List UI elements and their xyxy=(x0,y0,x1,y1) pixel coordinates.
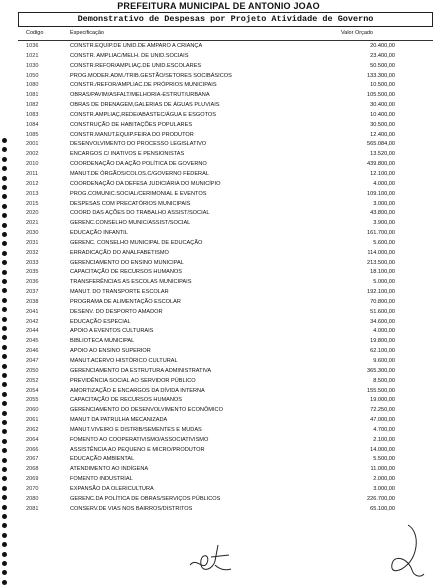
row-description: GERENC.DA POLÍTICA DE OBRAS/SERVIÇOS PÚBLICOS xyxy=(70,495,221,502)
row-code: 2012 xyxy=(26,180,39,187)
row-value: 5.600,00 xyxy=(373,239,395,246)
table-row xyxy=(18,170,433,180)
table-row xyxy=(18,249,433,259)
binder-hole xyxy=(2,411,7,416)
row-value: 439.800,00 xyxy=(367,161,395,168)
row-description: MANUT DA PATRULHA MECANIZADA xyxy=(70,417,168,424)
row-code: 2001 xyxy=(26,141,39,148)
row-code: 2031 xyxy=(26,239,39,246)
row-description: CONSTR.MANUT.EQUIP.FEIRA DO PRODUTOR xyxy=(70,131,194,138)
binder-hole xyxy=(2,204,7,209)
row-description: DESPESAS COM PRECATÓRIOS MUNICIPAIS xyxy=(70,200,191,207)
binder-holes xyxy=(2,0,10,580)
row-code: 2055 xyxy=(26,397,39,404)
row-description: MANUT. DO TRANSPORTE ESCOLAR xyxy=(70,289,169,296)
table-row xyxy=(18,268,433,278)
row-code: 2067 xyxy=(26,456,39,463)
header-divider xyxy=(18,40,433,41)
table-row xyxy=(18,160,433,170)
table-row xyxy=(18,101,433,111)
binder-hole xyxy=(2,552,7,557)
table-row xyxy=(18,190,433,200)
header-description: Especificação xyxy=(70,30,104,36)
binder-hole xyxy=(2,429,7,434)
row-description: MANUT.VIVEIRO E DISTRIB/SEMENTES E MUDAS xyxy=(70,426,202,433)
table-row xyxy=(18,337,433,347)
table-row xyxy=(18,308,433,318)
row-description: CONSTR.REFOR/AMPLIAÇ.DE UNID.ESCOLARES xyxy=(70,62,202,69)
row-value: 226.700,00 xyxy=(367,495,395,502)
row-description: CONSTRUÇÃO DE HABITAÇÕES POPULARES xyxy=(70,121,193,128)
binder-hole xyxy=(2,194,7,199)
binder-hole xyxy=(2,326,7,331)
row-value: 9.600,00 xyxy=(373,358,395,364)
binder-hole xyxy=(2,260,7,265)
header-code: Codigo xyxy=(26,30,44,36)
row-description: FOMENTO INDUSTRIAL xyxy=(70,476,133,483)
row-description: ERRADICAÇÃO DO ANALFABETISMO xyxy=(70,249,169,256)
row-code: 2060 xyxy=(26,407,39,414)
binder-hole xyxy=(2,580,7,585)
table-row xyxy=(18,495,433,505)
table-row xyxy=(18,387,433,397)
binder-hole xyxy=(2,298,7,303)
row-code: 2081 xyxy=(26,505,39,512)
row-value: 47.000,00 xyxy=(370,417,395,424)
row-value: 10.400,00 xyxy=(370,111,395,118)
report-subtitle: Demonstrativo de Despesas por Projeto Atividade de Governo xyxy=(18,12,433,27)
row-value: 50.500,00 xyxy=(370,62,395,69)
table-row xyxy=(18,121,433,131)
binder-hole xyxy=(2,166,7,171)
table-row xyxy=(18,180,433,190)
row-code: 2080 xyxy=(26,495,39,502)
row-description: APOIO A EVENTOS CULTURAIS xyxy=(70,328,154,335)
binder-hole xyxy=(2,448,7,453)
row-description: CONSTR.AMPLIAÇ,REDE/ABASTEC/ÁGUA E ESGOTOS xyxy=(70,111,216,118)
row-value: 51.600,00 xyxy=(370,308,395,315)
row-value: 11.000,00 xyxy=(370,466,395,473)
binder-hole xyxy=(2,288,7,293)
row-value: 565.084,00 xyxy=(367,141,395,148)
table-row xyxy=(18,81,433,91)
table-row xyxy=(18,209,433,219)
row-code: 2015 xyxy=(26,200,39,207)
row-value: 133.300,00 xyxy=(367,72,395,79)
row-code: 1030 xyxy=(26,62,39,69)
table-row xyxy=(18,485,433,495)
table-row xyxy=(18,150,433,160)
row-description: OBRAS/PAVIM/ASFALT/MELHORIA-ESTRUT/URBANA xyxy=(70,92,210,99)
row-code: 2036 xyxy=(26,279,39,286)
row-code: 2064 xyxy=(26,436,39,443)
row-value: 105.500,00 xyxy=(367,92,395,99)
binder-hole xyxy=(2,354,7,359)
expense-table xyxy=(18,42,433,515)
row-value: 5.500,00 xyxy=(373,456,395,463)
row-code: 2047 xyxy=(26,358,39,364)
row-description: DESENV. DO DESPORTO AMADOR xyxy=(70,308,163,315)
row-code: 2038 xyxy=(26,298,39,305)
row-value: 4.000,00 xyxy=(373,328,395,335)
row-code: 2041 xyxy=(26,308,39,315)
row-code: 2068 xyxy=(26,466,39,473)
table-row xyxy=(18,465,433,475)
row-value: 155.500,00 xyxy=(367,387,395,394)
row-value: 114.000,00 xyxy=(367,249,395,256)
table-row xyxy=(18,62,433,72)
table-row xyxy=(18,140,433,150)
table-row xyxy=(18,406,433,416)
row-code: 2050 xyxy=(26,367,39,374)
row-code: 1036 xyxy=(26,43,39,49)
binder-hole xyxy=(2,335,7,340)
binder-hole xyxy=(2,307,7,312)
row-value: 65.100,00 xyxy=(370,505,395,512)
binder-hole xyxy=(2,241,7,246)
row-code: 2011 xyxy=(26,170,39,177)
row-value: 3.000,00 xyxy=(373,200,395,207)
binder-hole xyxy=(2,533,7,538)
row-description: ATENDIMENTO AO INDÍGENA xyxy=(70,466,149,473)
row-code: 2054 xyxy=(26,387,39,394)
signature-initials xyxy=(185,535,235,577)
table-row xyxy=(18,288,433,298)
table-row xyxy=(18,259,433,269)
row-value: 8.500,00 xyxy=(373,377,395,384)
row-description: CAPACITAÇÃO DE RECURSOS HUMANOS xyxy=(70,269,182,276)
row-value: 19.800,00 xyxy=(370,338,395,345)
row-value: 30.500,00 xyxy=(370,121,395,128)
row-code: 2035 xyxy=(26,269,39,276)
table-row xyxy=(18,367,433,377)
binder-hole xyxy=(2,176,7,181)
row-description: ENCARGOS C/ INATIVOS E PENSIONISTAS xyxy=(70,151,185,158)
row-code: 2020 xyxy=(26,210,39,217)
binder-hole xyxy=(2,458,7,463)
binder-hole xyxy=(2,439,7,444)
binder-hole xyxy=(2,570,7,575)
row-description: EXPANSÃO DA OLERICULTURA xyxy=(70,485,154,492)
table-row xyxy=(18,505,433,515)
binder-hole xyxy=(2,223,7,228)
row-value: 2.100,00 xyxy=(373,436,395,443)
binder-hole xyxy=(2,561,7,566)
row-description: COORDENAÇÃO DA DEFESA JUDICIÁRIA DO MUNICÍPIO xyxy=(70,180,221,187)
row-value: 365.300,00 xyxy=(367,367,395,374)
row-description: CONSTR.EQUIP.DE UNID.DE AMPARO A CRIANÇA xyxy=(70,43,203,49)
binder-hole xyxy=(2,373,7,378)
row-value: 30.400,00 xyxy=(370,102,395,109)
row-description: PREVIDÊNCIA SOCIAL AO SERVIDOR PÚBLICO xyxy=(70,377,196,384)
binder-hole xyxy=(2,523,7,528)
binder-hole xyxy=(2,486,7,491)
row-value: 3.000,00 xyxy=(373,485,395,492)
table-row xyxy=(18,219,433,229)
row-value: 43.800,00 xyxy=(370,210,395,217)
row-description: GERENCIAMENTO DA ESTRUTURA ADMINISTRATIVA xyxy=(70,367,212,374)
row-code: 2033 xyxy=(26,259,39,266)
binder-hole xyxy=(2,514,7,519)
row-code: 2069 xyxy=(26,476,39,483)
table-row xyxy=(18,298,433,308)
row-code: 2066 xyxy=(26,446,39,453)
row-code: 2030 xyxy=(26,230,39,237)
row-code: 1050 xyxy=(26,72,39,79)
header-value: Valor Orçado xyxy=(341,30,373,36)
binder-hole xyxy=(2,138,7,143)
row-value: 213.500,00 xyxy=(367,259,395,266)
table-row xyxy=(18,318,433,328)
binder-hole xyxy=(2,364,7,369)
row-value: 109.100,00 xyxy=(367,190,395,197)
row-description: GERENCIAMENTO DO DESENVOLVIMENTO ECONÔMICO xyxy=(70,407,223,414)
row-description: AMORTIZAÇÃO E ENCARGOS DA DÍVIDA INTERNA xyxy=(70,387,205,394)
row-value: 20.400,00 xyxy=(370,43,395,49)
row-value: 161.700,00 xyxy=(367,230,395,237)
row-description: EDUCAÇÃO ESPECIAL xyxy=(70,318,131,325)
row-code: 2032 xyxy=(26,249,39,256)
row-value: 19.000,00 xyxy=(370,397,395,404)
row-description: OBRAS DE DRENAGEM,GALERIAS DE ÁGUAS PLUVIAIS xyxy=(70,102,220,109)
table-row xyxy=(18,455,433,465)
row-code: 2046 xyxy=(26,348,39,355)
row-description: PROG.MODER.ADM./TRIB.GESTÃO/SETORES SOCIBÁSICOS xyxy=(70,72,232,79)
row-code: 2021 xyxy=(26,220,39,227)
row-value: 4.000,00 xyxy=(373,180,395,187)
binder-hole xyxy=(2,185,7,190)
row-code: 2013 xyxy=(26,190,39,197)
table-row xyxy=(18,229,433,239)
row-code: 1084 xyxy=(26,121,39,128)
row-description: CAPACITAÇÃO DE RECURSOS HUMANOS xyxy=(70,397,182,404)
row-code: 2045 xyxy=(26,338,39,345)
binder-hole xyxy=(2,251,7,256)
row-value: 10.500,00 xyxy=(370,82,395,89)
binder-hole xyxy=(2,345,7,350)
table-row xyxy=(18,475,433,485)
row-description: CONSTR. AMPLIAC/MELH. DE UNID.SOCIAIS xyxy=(70,52,189,59)
table-row xyxy=(18,396,433,406)
row-code: 2062 xyxy=(26,426,39,433)
table-row xyxy=(18,327,433,337)
row-description: GERENC. CONSELHO MUNICIPAL DE EDUCAÇÃO xyxy=(70,239,203,246)
row-description: CONSTR./REFOR/AMPLIAC.DE PRÓPRIOS MUNICIPAIS xyxy=(70,82,217,89)
signature xyxy=(378,520,428,580)
row-description: ASSISTÊNCIA AO PEQUENO E MICRO/PRODUTOR xyxy=(70,446,205,453)
binder-hole xyxy=(2,420,7,425)
binder-hole xyxy=(2,157,7,162)
table-row xyxy=(18,91,433,101)
row-description: DESENVOLVIMENTO DO PROCESSO LEGISLATIVO xyxy=(70,141,207,148)
table-row xyxy=(18,200,433,210)
row-value: 3.900,00 xyxy=(373,220,395,227)
row-description: FOMENTO AO COOPERATIVISMO/ASSOCIATIVISMO xyxy=(70,436,209,443)
binder-hole xyxy=(2,542,7,547)
table-row xyxy=(18,377,433,387)
row-value: 12.100,00 xyxy=(370,170,395,177)
row-code: 2002 xyxy=(26,151,39,158)
row-value: 62.100,00 xyxy=(370,348,395,355)
binder-hole xyxy=(2,382,7,387)
binder-hole xyxy=(2,476,7,481)
table-row xyxy=(18,278,433,288)
row-value: 2.000,00 xyxy=(373,476,395,483)
row-value: 72.250,00 xyxy=(370,407,395,414)
table-row xyxy=(18,52,433,62)
row-value: 23.400,00 xyxy=(370,52,395,59)
row-description: GERENC.CONSELHO MUNIC/ASSIST/SOCIAL xyxy=(70,220,191,227)
row-description: EDUCAÇÃO AMBIENTAL xyxy=(70,456,135,463)
row-description: CONSERV.DE VIAS NOS BAIRROS/DISTRITOS xyxy=(70,505,193,512)
binder-hole xyxy=(2,279,7,284)
row-code: 2044 xyxy=(26,328,39,335)
row-code: 2037 xyxy=(26,289,39,296)
binder-hole xyxy=(2,467,7,472)
row-value: 70.800,00 xyxy=(370,298,395,305)
binder-hole xyxy=(2,232,7,237)
row-code: 1085 xyxy=(26,131,39,138)
row-code: 1080 xyxy=(26,82,39,89)
row-code: 2010 xyxy=(26,161,39,168)
table-row xyxy=(18,357,433,367)
table-row xyxy=(18,347,433,357)
row-value: 12.400,00 xyxy=(370,131,395,138)
binder-hole xyxy=(2,270,7,275)
table-row xyxy=(18,72,433,82)
row-code: 1083 xyxy=(26,111,39,118)
row-description: GERENCIAMENTO DO ENSINO MUNICIPAL xyxy=(70,259,184,266)
row-code: 2070 xyxy=(26,485,39,492)
row-value: 18.100,00 xyxy=(370,269,395,276)
binder-hole xyxy=(2,505,7,510)
binder-hole xyxy=(2,317,7,322)
row-description: COORD DAS AÇÕES DO TRABALHO ASSIST/SOCIAL xyxy=(70,210,210,217)
row-value: 14.000,00 xyxy=(370,446,395,453)
row-description: MANUT.ACERVO HISTÓRICO CULTURAL xyxy=(70,358,178,364)
row-description: PROG.COMUNIC.SOCIAL/CERIMONIAL E EVENTOS xyxy=(70,190,207,197)
row-code: 2061 xyxy=(26,417,39,424)
row-description: EDUCAÇÃO INFANTIL xyxy=(70,230,128,237)
binder-hole xyxy=(2,392,7,397)
row-description: BIBLIOTECA MUNICIPAL xyxy=(70,338,135,345)
table-row xyxy=(18,426,433,436)
row-value: 4.700,00 xyxy=(373,426,395,433)
binder-hole xyxy=(2,147,7,152)
row-code: 1082 xyxy=(26,102,39,109)
binder-hole xyxy=(2,213,7,218)
row-description: APOIO AO ENSINO SUPERIOR xyxy=(70,348,151,355)
column-headers xyxy=(18,30,433,40)
row-code: 1021 xyxy=(26,52,39,59)
row-description: MANUT.DE ÓRGÃOS/COLOS.C/GOVERNO FEDERAL xyxy=(70,170,209,177)
table-row xyxy=(18,416,433,426)
row-value: 13.520,00 xyxy=(370,151,395,158)
table-row xyxy=(18,239,433,249)
row-description: TRANSFERÊNCIAS AS ESCOLAS MUNICIPAIS xyxy=(70,279,192,286)
table-row xyxy=(18,131,433,141)
row-description: PROGRAMA DE ALIMENTAÇÃO ESCOLAR xyxy=(70,298,181,305)
row-code: 2042 xyxy=(26,318,39,325)
binder-hole xyxy=(2,495,7,500)
table-row xyxy=(18,111,433,121)
row-description: COORDENAÇÃO DA AÇÃO POLÍTICA DE GOVERNO xyxy=(70,161,207,168)
row-value: 5.000,00 xyxy=(373,279,395,286)
page-title: PREFEITURA MUNICIPAL DE ANTONIO JOAO xyxy=(117,1,320,11)
binder-hole xyxy=(2,401,7,406)
row-code: 1081 xyxy=(26,92,39,99)
table-row xyxy=(18,446,433,456)
row-value: 192.100,00 xyxy=(367,289,395,296)
table-row xyxy=(18,436,433,446)
table-row xyxy=(18,42,433,52)
row-value: 34.600,00 xyxy=(370,318,395,325)
row-code: 2052 xyxy=(26,377,39,384)
